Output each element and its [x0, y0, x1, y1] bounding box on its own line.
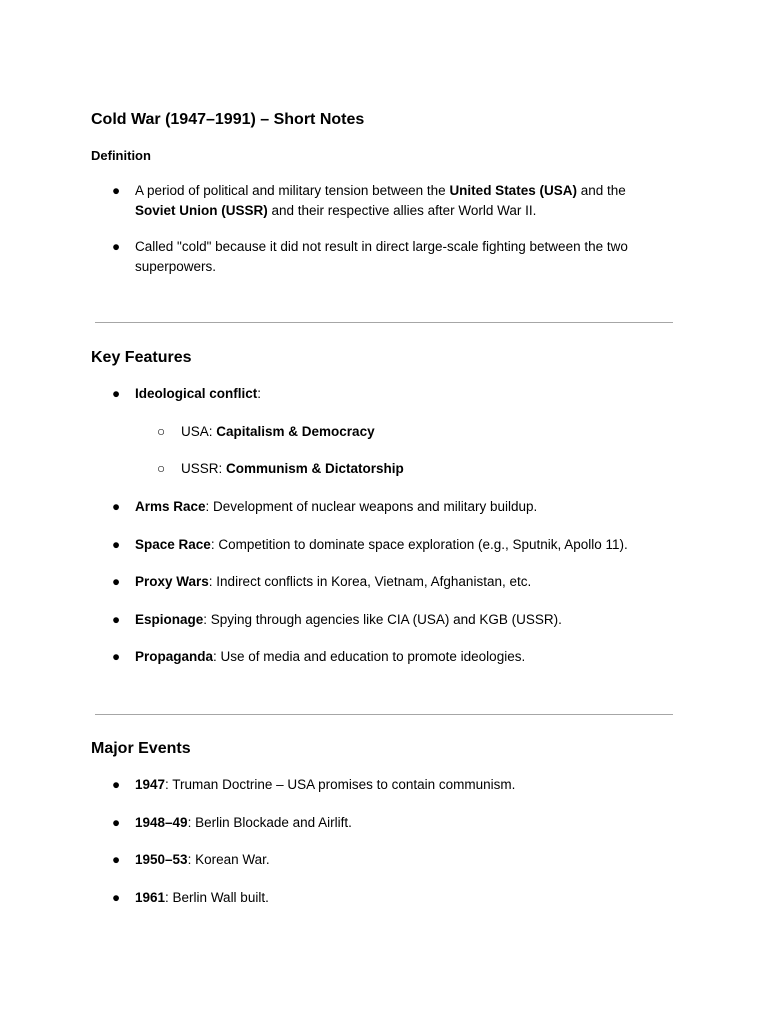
- list-item: [112, 775, 655, 795]
- definition-item-text-line1: Called "cold" because it did not result in direct large-scale fighting between the two: [135, 239, 628, 254]
- list-item: [112, 237, 655, 276]
- feature-text: Proxy Wars: Indirect conflicts in Korea, Vietnam, Afghanistan, etc.: [135, 574, 532, 589]
- feature-text: Ideological conflict:: [135, 386, 262, 401]
- definition-item-text-line2: superpowers.: [135, 258, 217, 274]
- list-item: [112, 497, 655, 517]
- list-item: [112, 181, 655, 220]
- definition-heading: Definition: [91, 148, 151, 163]
- major-events-heading: Major Events: [91, 740, 191, 757]
- bullet-icon: ●: [112, 574, 121, 589]
- bullet-icon: ●: [112, 183, 121, 198]
- definition-item-text-line2: Soviet Union (USSR) and their respective allies after World War II.: [135, 202, 537, 218]
- bullet-icon: ●: [112, 777, 121, 792]
- list-item: [112, 813, 655, 833]
- list-item: [112, 535, 655, 555]
- bullet-icon: ●: [112, 852, 121, 867]
- bullet-icon: ●: [112, 239, 121, 254]
- list-item: [112, 647, 655, 667]
- section-divider: [95, 322, 673, 323]
- bullet-icon: ●: [112, 890, 121, 905]
- feature-text: Arms Race: Development of nuclear weapons and military buildup.: [135, 499, 538, 514]
- hollow-bullet-icon: ○: [157, 424, 166, 439]
- bullet-icon: ●: [112, 537, 121, 552]
- key-features-heading: Key Features: [91, 349, 192, 366]
- bullet-icon: ●: [112, 386, 121, 401]
- section-divider: [95, 714, 673, 715]
- bullet-icon: ●: [112, 815, 121, 830]
- event-text: 1950–53: Korean War.: [135, 852, 270, 867]
- hollow-bullet-icon: ○: [157, 461, 166, 476]
- list-item: [112, 384, 655, 404]
- event-text: 1947: Truman Doctrine – USA promises to contain communism.: [135, 777, 516, 792]
- document-title: Cold War (1947–1991) – Short Notes: [91, 111, 365, 128]
- feature-text: Propaganda: Use of media and education to promote ideologies.: [135, 649, 526, 664]
- sub-list-item: [157, 422, 661, 442]
- event-text: 1961: Berlin Wall built.: [135, 890, 269, 905]
- bullet-icon: ●: [112, 499, 121, 514]
- list-item: [112, 610, 655, 630]
- feature-text: Espionage: Spying through agencies like CIA (USA) and KGB (USSR).: [135, 612, 562, 627]
- bullet-icon: ●: [112, 649, 121, 664]
- sub-item-text: USSR: Communism & Dictatorship: [181, 461, 404, 476]
- sub-item-text: USA: Capitalism & Democracy: [181, 424, 375, 439]
- event-text: 1948–49: Berlin Blockade and Airlift.: [135, 815, 352, 830]
- bullet-icon: ●: [112, 612, 121, 627]
- feature-text: Space Race: Competition to dominate space exploration (e.g., Sputnik, Apollo 11).: [135, 537, 628, 552]
- definition-item-text-line1: A period of political and military tension between the United States (USA) and the: [135, 183, 626, 198]
- list-item: [112, 572, 655, 592]
- list-item: [112, 850, 655, 870]
- list-item: [112, 888, 655, 908]
- sub-list-item: [157, 459, 661, 479]
